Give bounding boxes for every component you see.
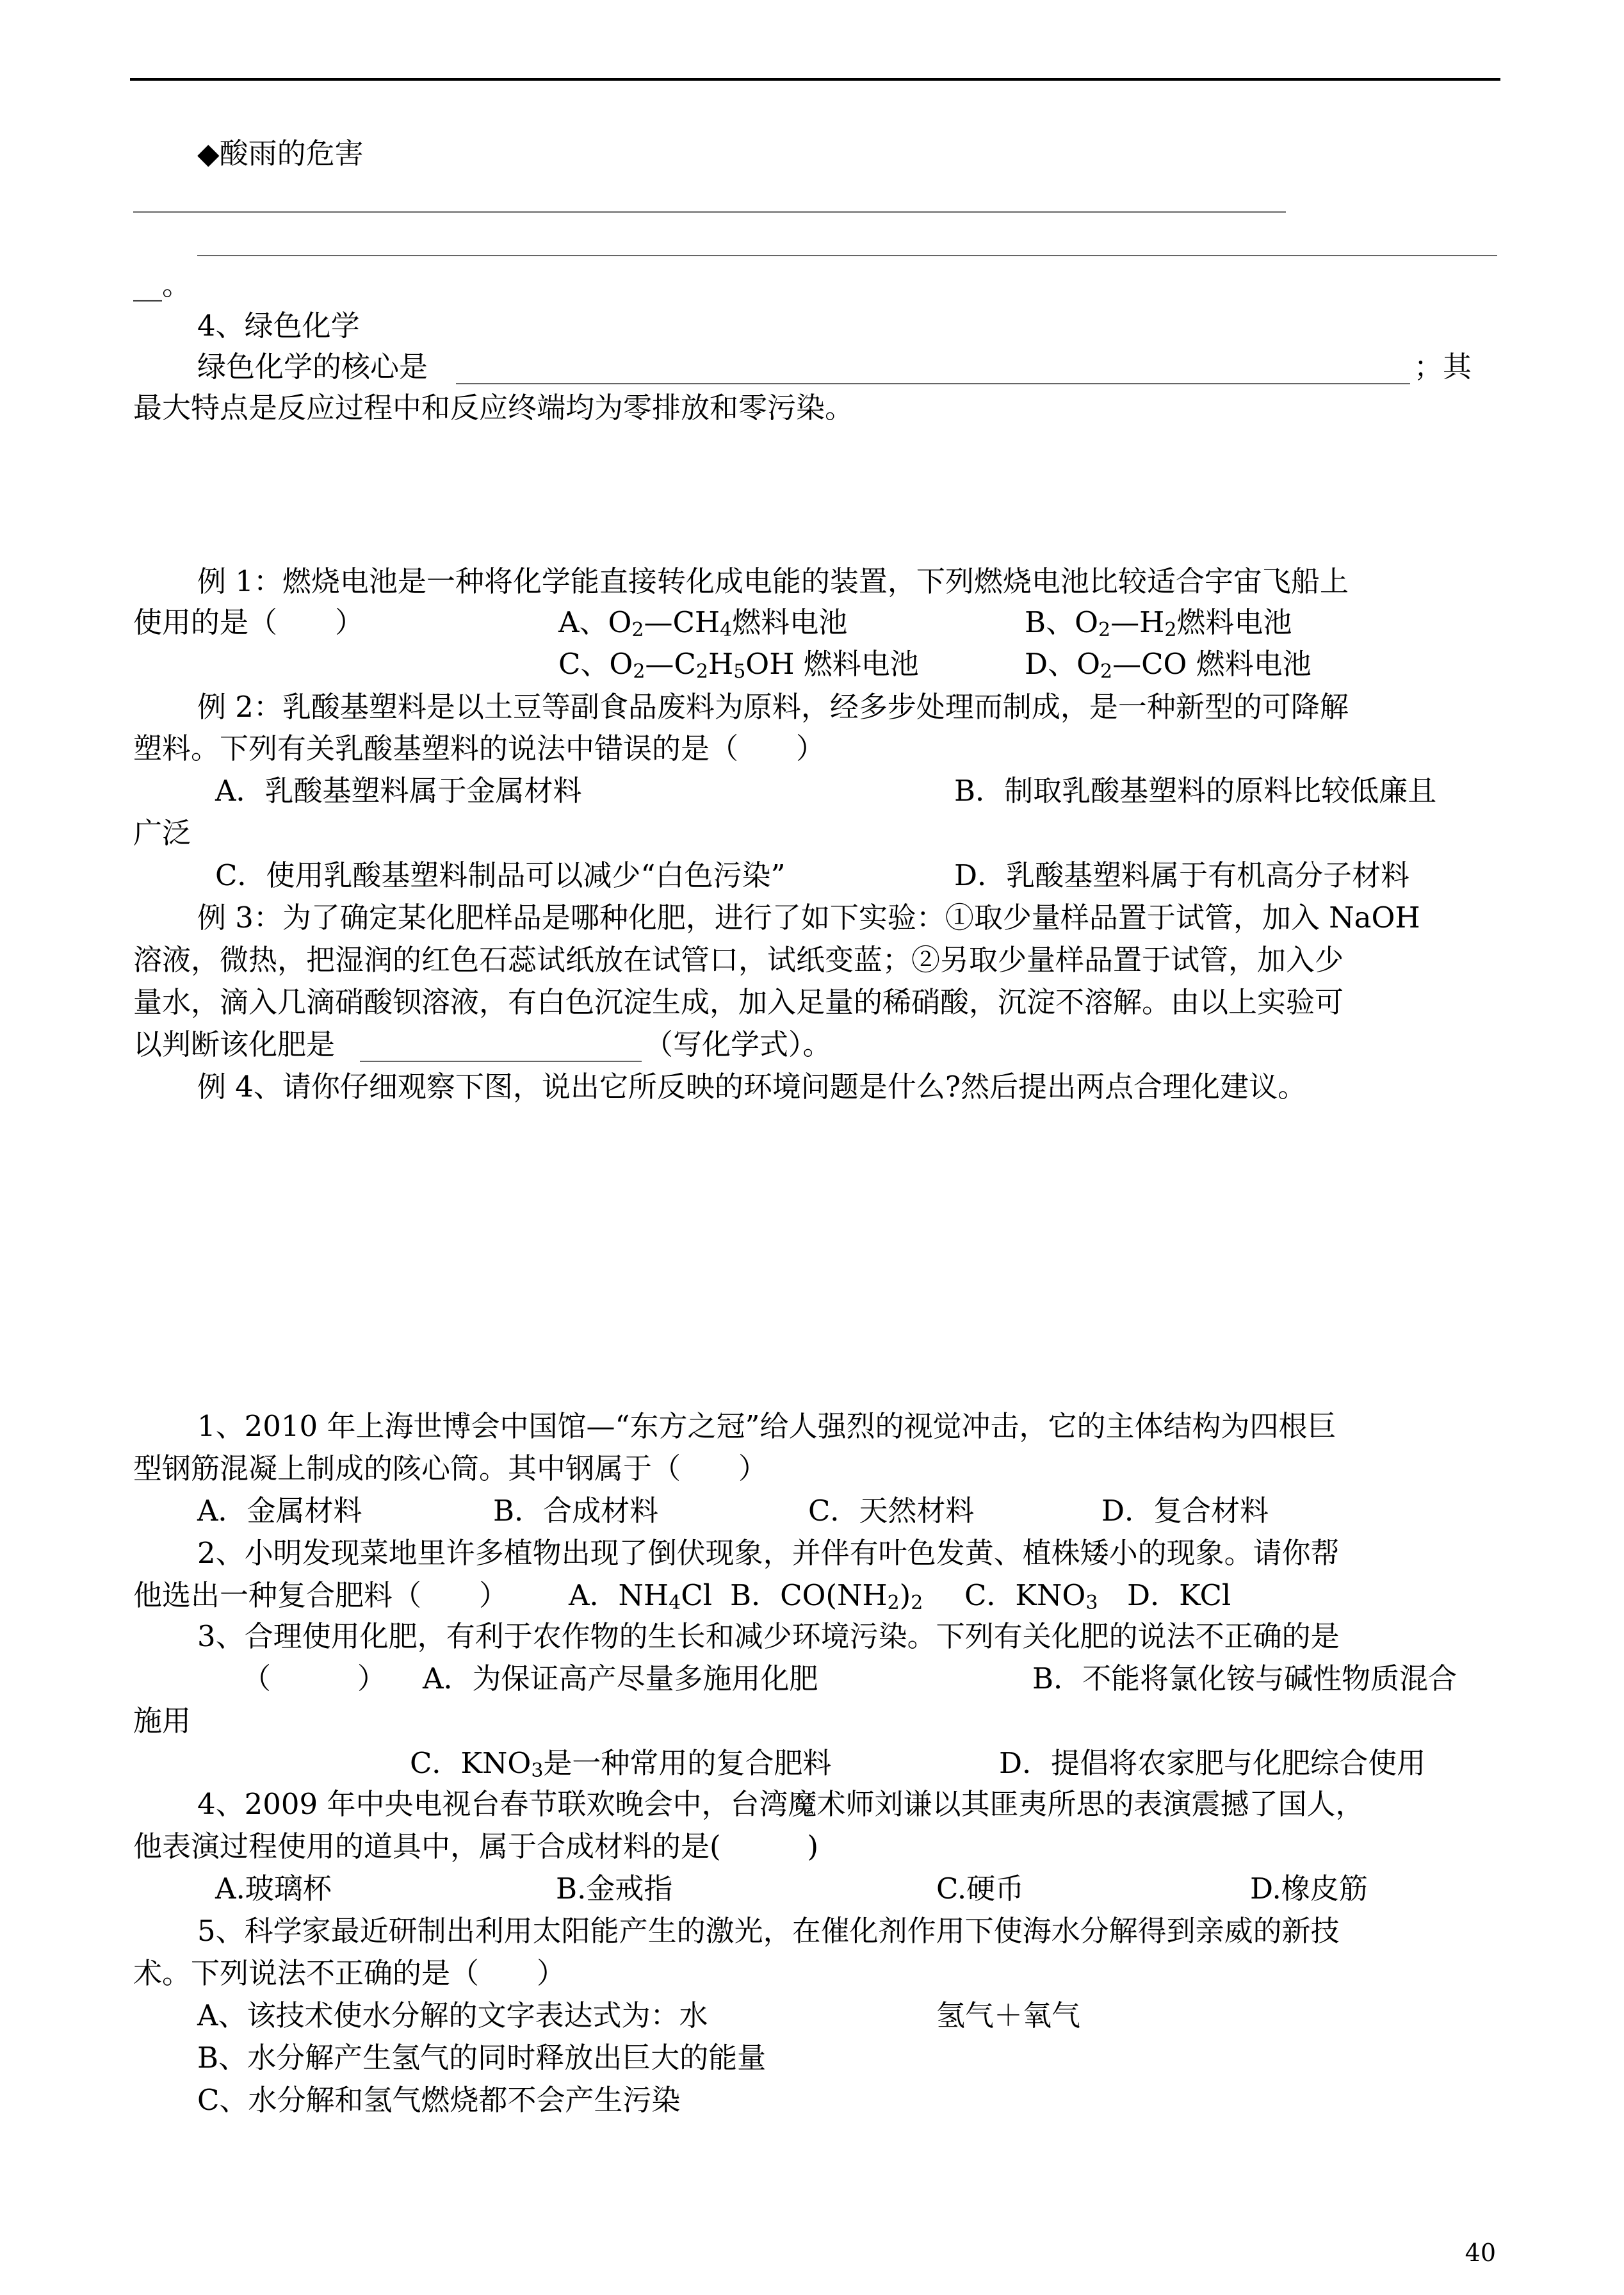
option-b-continued: 施用 — [133, 1704, 191, 1738]
feature-text: 最大特点是反应过程中和反应终端均为零排放和零污染。 — [133, 391, 854, 425]
page-number: 40 — [1465, 2239, 1496, 2267]
option-a: A.玻璃杯 — [215, 1872, 332, 1906]
option-a-result: 氢气＋氧气 — [936, 1998, 1081, 2032]
example-1-stem: 使用的是（ ） — [133, 605, 364, 639]
section-heading: 4、绿色化学 — [197, 309, 360, 343]
option-b: B.金戒指 — [556, 1872, 673, 1906]
option-d: D．KCl — [1127, 1578, 1231, 1612]
option-d: D．提倡将农家肥与化肥综合使用 — [999, 1746, 1426, 1780]
option-a: A、$O_2—CH_4$燃料电池 — [558, 605, 848, 641]
option-a: A．乳酸基塑料属于金属材料 — [215, 774, 582, 808]
option-c: C．$KNO_3$ — [964, 1578, 1098, 1614]
option-d: D．乳酸基塑料属于有机高分子材料 — [954, 858, 1410, 892]
option-b: B、$O_2—H_2$燃料电池 — [1025, 605, 1292, 641]
question-2-text: 他选出一种复合肥料（ ） — [133, 1578, 508, 1612]
option-b: B、水分解产生氢气的同时释放出巨大的能量 — [197, 2041, 767, 2075]
option-c: C．天然材料 — [808, 1494, 975, 1528]
option-c: C．$KNO_3$是一种常用的复合肥料 — [410, 1746, 832, 1782]
option-d: D．复合材料 — [1101, 1494, 1269, 1528]
question-5-text: 术。下列说法不正确的是（ ） — [133, 1956, 566, 1990]
example-3-text: （写化学式）。 — [644, 1027, 832, 1061]
example-2-text: 塑料。下列有关乳酸基塑料的说法中错误的是（ ） — [133, 731, 825, 765]
question-4-text: 4、2009 年中央电视台春节联欢晚会中，台湾魔术师刘谦以其匪夷所思的表演震撼了国人， — [197, 1787, 1365, 1821]
option-c: C．使用乳酸基塑料制品可以减少“白色污染” — [215, 858, 786, 892]
example-3-text: 例 3：为了确定某化肥样品是哪种化肥，进行了如下实验：①取少量样品置于试管，加入 NaOH — [197, 901, 1420, 935]
question-4-text: 他表演过程使用的道具中，属于合成材料的是( ) — [133, 1829, 819, 1863]
example-3-text: 量水，滴入几滴硝酸钡溶液，有白色沉淀生成，加入足量的稀硝酸，沉淀不溶解。由以上实验可 — [133, 985, 1344, 1019]
option-c: C.硬币 — [936, 1872, 1025, 1906]
answer-blank-line — [197, 255, 1497, 256]
option-a: A．为保证高产尽量多施用化肥 — [423, 1662, 818, 1695]
option-a: A．$NH_4Cl$ — [569, 1578, 713, 1614]
option-a: A．金属材料 — [197, 1494, 362, 1528]
option-b: B．制取乳酸基塑料的原料比较低廉且 — [954, 774, 1437, 808]
core-label: 绿色化学的核心是 — [197, 350, 428, 384]
option-d: D、$O_2—CO$ 燃料电池 — [1025, 647, 1311, 683]
question-5-text: 5、科学家最近研制出利用太阳能产生的激光，在催化剂作用下使海水分解得到亲威的新技 — [197, 1914, 1340, 1948]
option-d: D.橡皮筋 — [1250, 1872, 1368, 1906]
option-a: A、该技术使水分解的文字表达式为：水 — [197, 1998, 708, 2032]
answer-blank — [360, 1061, 642, 1062]
question-3-text: 3、合理使用化肥，有利于农作物的生长和减少环境污染。下列有关化肥的说法不正确的是 — [197, 1619, 1340, 1653]
answer-blank-line — [133, 211, 1286, 213]
question-1-text: 1、2010 年上海世博会中国馆—“东方之冠”给人强烈的视觉冲击，它的主体结构为四根巨 — [197, 1409, 1336, 1443]
acid-rain-title: ◆酸雨的危害 — [197, 136, 364, 170]
option-b: B．$CO(NH_2)_2$ — [730, 1578, 923, 1614]
option-c: C、$O_2—C_2H_5OH$ 燃料电池 — [558, 647, 919, 683]
option-c: C、水分解和氢气燃烧都不会产生污染 — [197, 2083, 681, 2117]
option-b: B．合成材料 — [493, 1494, 659, 1528]
question-3-stem: （ ） — [242, 1662, 387, 1695]
header-rule — [130, 78, 1500, 81]
core-end: ；其 — [1414, 350, 1472, 384]
option-b-continued: 广泛 — [133, 816, 191, 850]
example-4-text: 例 4、请你仔细观察下图，说出它所反映的环境问题是什么?然后提出两点合理化建议。 — [197, 1070, 1307, 1104]
answer-blank — [456, 383, 1410, 384]
example-3-text: 以判断该化肥是 — [133, 1027, 336, 1061]
example-2-text: 例 2：乳酸基塑料是以土豆等副食品废料为原料，经多步处理而制成，是一种新型的可降解 — [197, 690, 1349, 724]
option-b: B．不能将氯化铵与碱性物质混合 — [1032, 1662, 1458, 1695]
answer-end-mark: __。 — [133, 268, 191, 302]
example-3-text: 溶液，微热，把湿润的红色石蕊试纸放在试管口，试纸变蓝；②另取少量样品置于试管，加入少 — [133, 943, 1344, 977]
question-2-text: 2、小明发现菜地里许多植物出现了倒伏现象，并伴有叶色发黄、植株矮小的现象。请你帮 — [197, 1536, 1340, 1570]
example-1-text: 例 1：燃烧电池是一种将化学能直接转化成电能的装置，下列燃烧电池比较适合宇宙飞船上 — [197, 564, 1349, 598]
question-1-text: 型钢筋混凝上制成的陔心筒。其中钢属于（ ） — [133, 1451, 768, 1485]
